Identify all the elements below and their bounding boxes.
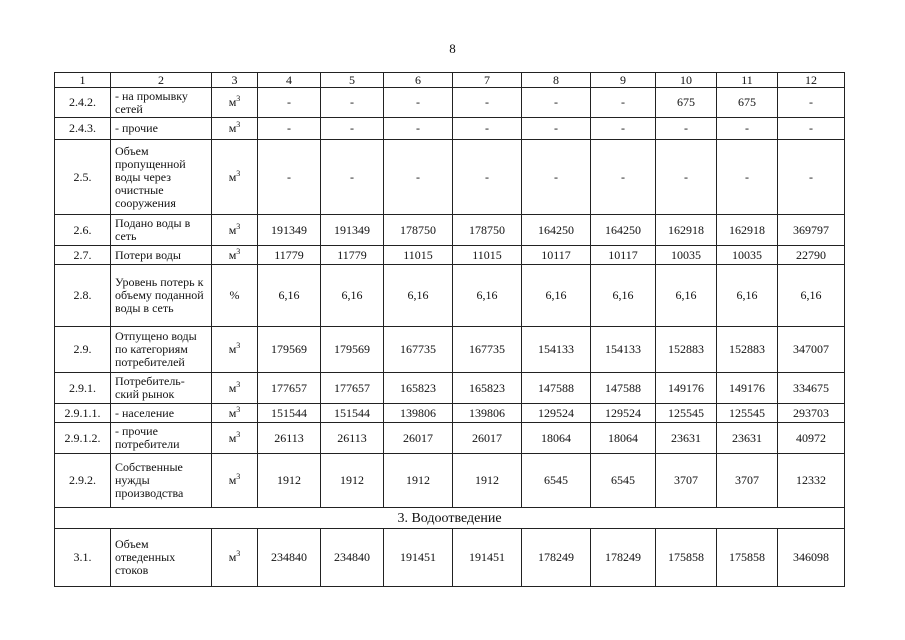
row-unit: $м^3$: [212, 404, 258, 423]
value-cell: 6,16: [522, 265, 591, 327]
row-code: 2.9.1.1.: [55, 404, 111, 423]
value-cell: 6,16: [321, 265, 384, 327]
value-cell: 23631: [717, 423, 778, 454]
value-cell: 26017: [453, 423, 522, 454]
value-cell: 6,16: [258, 265, 321, 327]
row-description: Отпущено воды по категориям потребителей: [111, 327, 212, 373]
value-cell: 11779: [258, 246, 321, 265]
row-unit: $м^3$: [212, 373, 258, 404]
header-cell: 3: [212, 73, 258, 88]
value-cell: 179569: [321, 327, 384, 373]
value-cell: -: [778, 88, 845, 118]
value-cell: 177657: [321, 373, 384, 404]
row-description: - на промывку сетей: [111, 88, 212, 118]
row-description: Потребитель-ский рынок: [111, 373, 212, 404]
value-cell: 175858: [717, 529, 778, 587]
value-cell: 11779: [321, 246, 384, 265]
value-cell: -: [522, 140, 591, 215]
value-cell: 369797: [778, 215, 845, 246]
value-cell: 234840: [321, 529, 384, 587]
table-header-row: [55, 73, 845, 88]
value-cell: 191451: [453, 529, 522, 587]
value-cell: 22790: [778, 246, 845, 265]
value-cell: -: [321, 118, 384, 140]
header-cell: 7: [453, 73, 522, 88]
value-cell: 18064: [522, 423, 591, 454]
value-cell: 149176: [656, 373, 717, 404]
value-cell: 10035: [656, 246, 717, 265]
row-code: 2.8.: [55, 265, 111, 327]
value-cell: 11015: [384, 246, 453, 265]
value-cell: 1912: [453, 454, 522, 508]
table-row: [55, 327, 845, 373]
value-cell: -: [258, 118, 321, 140]
value-cell: -: [258, 88, 321, 118]
value-cell: 152883: [717, 327, 778, 373]
value-cell: 178750: [453, 215, 522, 246]
row-unit: $м^3$: [212, 88, 258, 118]
row-code: 2.9.1.: [55, 373, 111, 404]
header-cell: 9: [591, 73, 656, 88]
value-cell: 167735: [384, 327, 453, 373]
header-cell: 12: [778, 73, 845, 88]
row-unit: $м^3$: [212, 327, 258, 373]
table-row: [55, 140, 845, 215]
value-cell: 6,16: [778, 265, 845, 327]
value-cell: 18064: [591, 423, 656, 454]
value-cell: 1912: [321, 454, 384, 508]
row-unit: $м^3$: [212, 140, 258, 215]
value-cell: 6,16: [453, 265, 522, 327]
header-cell: 4: [258, 73, 321, 88]
value-cell: 177657: [258, 373, 321, 404]
table-row: [55, 246, 845, 265]
value-cell: 334675: [778, 373, 845, 404]
value-cell: 178750: [384, 215, 453, 246]
value-cell: 675: [656, 88, 717, 118]
header-cell: 11: [717, 73, 778, 88]
value-cell: 23631: [656, 423, 717, 454]
value-cell: 26113: [321, 423, 384, 454]
row-unit: $м^3$: [212, 454, 258, 508]
value-cell: 154133: [522, 327, 591, 373]
value-cell: 165823: [384, 373, 453, 404]
value-cell: 12332: [778, 454, 845, 508]
row-description: Собственные нужды производства: [111, 454, 212, 508]
header-cell: 10: [656, 73, 717, 88]
value-cell: 179569: [258, 327, 321, 373]
value-cell: -: [717, 118, 778, 140]
row-unit: %: [212, 265, 258, 327]
table-row: [55, 454, 845, 508]
value-cell: 10117: [591, 246, 656, 265]
value-cell: 147588: [591, 373, 656, 404]
data-table: [54, 72, 845, 587]
value-cell: 178249: [522, 529, 591, 587]
value-cell: 151544: [321, 404, 384, 423]
value-cell: 162918: [717, 215, 778, 246]
value-cell: 6,16: [717, 265, 778, 327]
value-cell: -: [778, 140, 845, 215]
value-cell: -: [778, 118, 845, 140]
header-cell: 1: [55, 73, 111, 88]
value-cell: 129524: [591, 404, 656, 423]
value-cell: -: [258, 140, 321, 215]
row-description: Уровень потерь к объему поданной воды в сеть: [111, 265, 212, 327]
row-unit: $м^3$: [212, 423, 258, 454]
value-cell: -: [656, 140, 717, 215]
value-cell: -: [384, 118, 453, 140]
row-code: 2.9.: [55, 327, 111, 373]
value-cell: -: [591, 140, 656, 215]
value-cell: 178249: [591, 529, 656, 587]
value-cell: -: [522, 88, 591, 118]
value-cell: 3707: [717, 454, 778, 508]
value-cell: 139806: [384, 404, 453, 423]
table-row: [55, 373, 845, 404]
value-cell: 175858: [656, 529, 717, 587]
row-code: 2.4.3.: [55, 118, 111, 140]
value-cell: 234840: [258, 529, 321, 587]
section-heading-row: [55, 508, 845, 529]
value-cell: -: [656, 118, 717, 140]
table-row: [55, 88, 845, 118]
row-description: Потери воды: [111, 246, 212, 265]
value-cell: 162918: [656, 215, 717, 246]
value-cell: 191349: [321, 215, 384, 246]
value-cell: 26113: [258, 423, 321, 454]
table-row: [55, 118, 845, 140]
value-cell: 347007: [778, 327, 845, 373]
table-row: [55, 529, 845, 587]
page-number: 8: [449, 41, 456, 56]
value-cell: 151544: [258, 404, 321, 423]
value-cell: 125545: [717, 404, 778, 423]
value-cell: 164250: [522, 215, 591, 246]
value-cell: -: [384, 140, 453, 215]
value-cell: -: [453, 140, 522, 215]
row-description: - прочие: [111, 118, 212, 140]
value-cell: 6,16: [656, 265, 717, 327]
header-cell: 6: [384, 73, 453, 88]
row-code: 2.7.: [55, 246, 111, 265]
value-cell: 675: [717, 88, 778, 118]
value-cell: 6545: [591, 454, 656, 508]
row-code: 2.9.2.: [55, 454, 111, 508]
value-cell: 165823: [453, 373, 522, 404]
value-cell: 1912: [258, 454, 321, 508]
value-cell: -: [522, 118, 591, 140]
value-cell: -: [384, 88, 453, 118]
value-cell: 26017: [384, 423, 453, 454]
value-cell: -: [453, 88, 522, 118]
value-cell: 164250: [591, 215, 656, 246]
value-cell: 6545: [522, 454, 591, 508]
table-row: [55, 215, 845, 246]
value-cell: -: [321, 88, 384, 118]
row-unit: $м^3$: [212, 529, 258, 587]
value-cell: 167735: [453, 327, 522, 373]
value-cell: 3707: [656, 454, 717, 508]
value-cell: 40972: [778, 423, 845, 454]
row-code: 2.6.: [55, 215, 111, 246]
header-cell: 5: [321, 73, 384, 88]
value-cell: -: [591, 88, 656, 118]
value-cell: 6,16: [384, 265, 453, 327]
row-code: 3.1.: [55, 529, 111, 587]
row-description: Объем отведенных стоков: [111, 529, 212, 587]
value-cell: 293703: [778, 404, 845, 423]
value-cell: -: [453, 118, 522, 140]
value-cell: 10035: [717, 246, 778, 265]
header-cell: 2: [111, 73, 212, 88]
value-cell: 6,16: [591, 265, 656, 327]
row-code: 2.9.1.2.: [55, 423, 111, 454]
table-row: [55, 265, 845, 327]
value-cell: 129524: [522, 404, 591, 423]
row-unit: $м^3$: [212, 246, 258, 265]
section-title: 3. Водоотведение: [55, 508, 845, 529]
row-description: - население: [111, 404, 212, 423]
row-unit: $м^3$: [212, 215, 258, 246]
row-code: 2.5.: [55, 140, 111, 215]
value-cell: 152883: [656, 327, 717, 373]
value-cell: 11015: [453, 246, 522, 265]
value-cell: 346098: [778, 529, 845, 587]
value-cell: -: [321, 140, 384, 215]
value-cell: 139806: [453, 404, 522, 423]
value-cell: -: [717, 140, 778, 215]
row-description: - прочие потребители: [111, 423, 212, 454]
value-cell: 154133: [591, 327, 656, 373]
table-row: [55, 423, 845, 454]
value-cell: 191349: [258, 215, 321, 246]
value-cell: 147588: [522, 373, 591, 404]
header-cell: 8: [522, 73, 591, 88]
table-row: [55, 404, 845, 423]
value-cell: -: [591, 118, 656, 140]
row-unit: $м^3$: [212, 118, 258, 140]
row-code: 2.4.2.: [55, 88, 111, 118]
value-cell: 149176: [717, 373, 778, 404]
row-description: Объем пропущенной воды через очистные сооружения: [111, 140, 212, 215]
value-cell: 191451: [384, 529, 453, 587]
row-description: Подано воды в сеть: [111, 215, 212, 246]
value-cell: 125545: [656, 404, 717, 423]
value-cell: 1912: [384, 454, 453, 508]
value-cell: 10117: [522, 246, 591, 265]
